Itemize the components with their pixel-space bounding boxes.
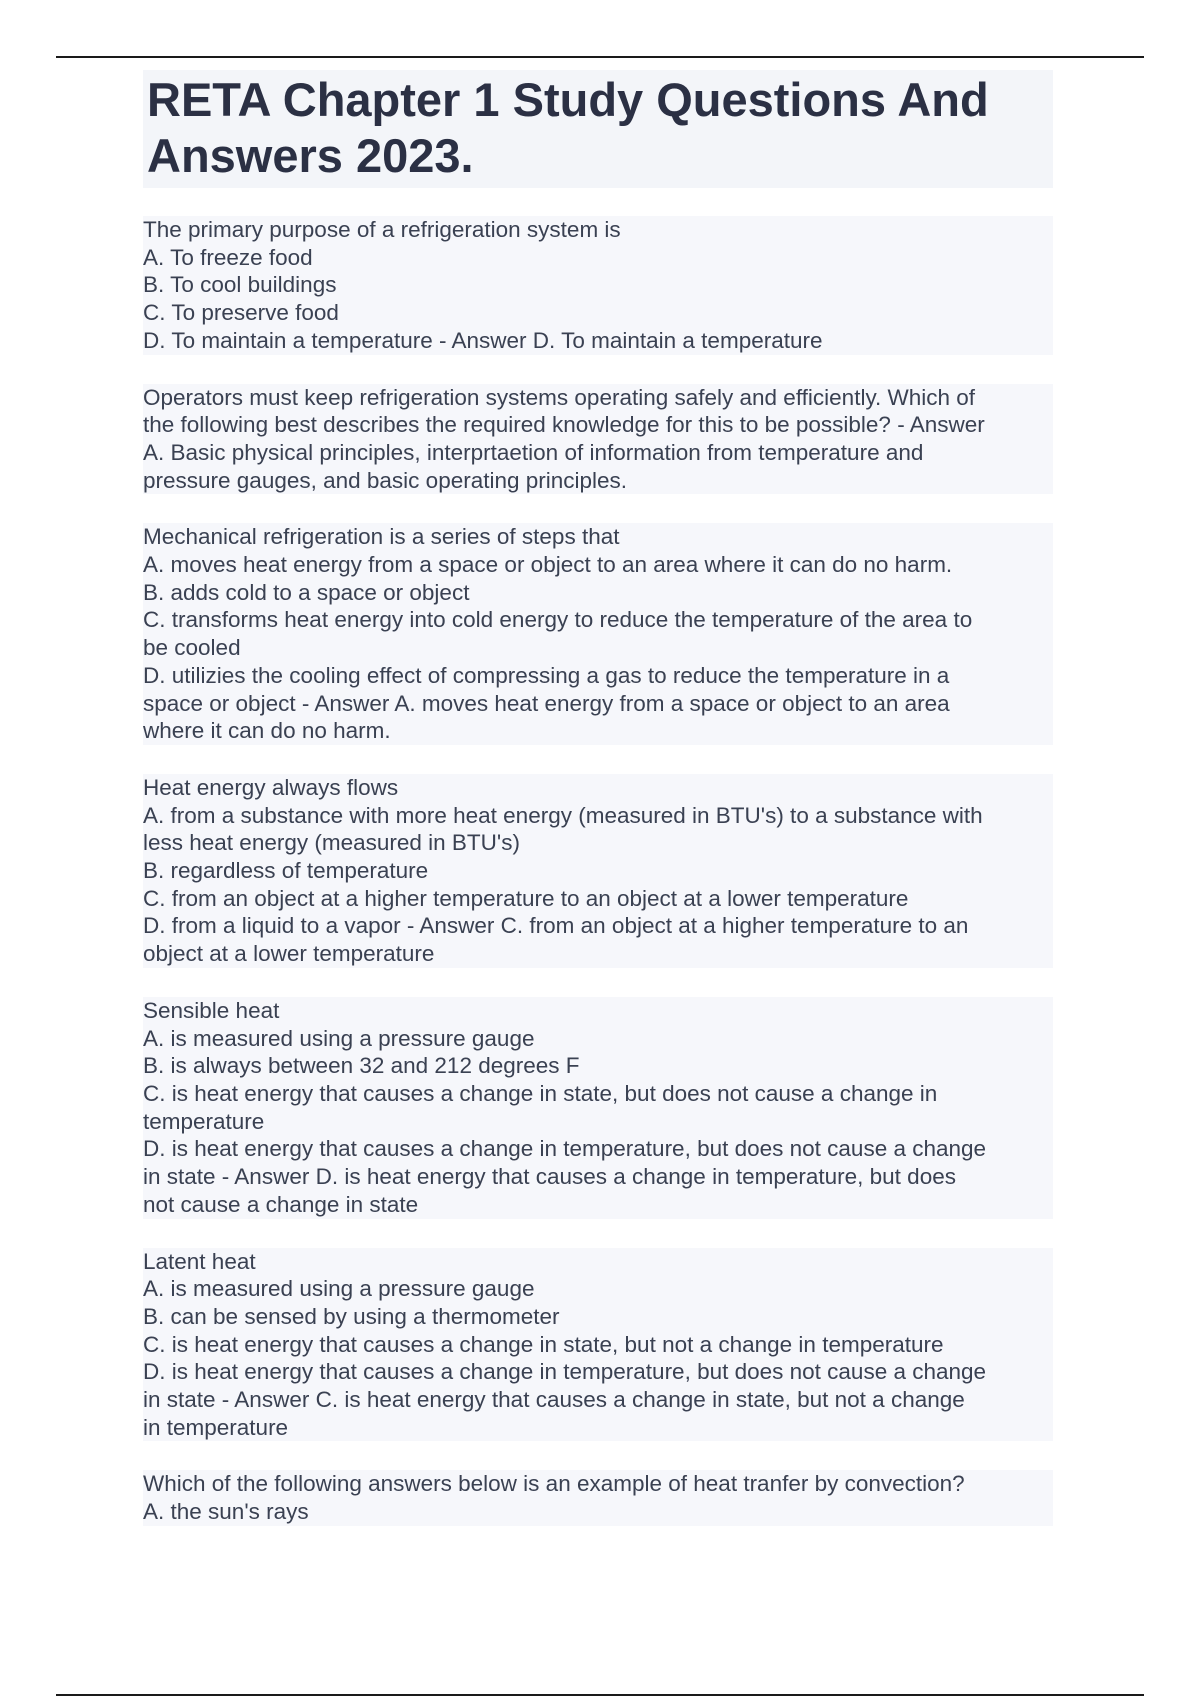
answer-option: where it can do no harm.	[143, 717, 1053, 745]
answer-option: B. To cool buildings	[143, 271, 1053, 299]
answer-option: C. is heat energy that causes a change in state, but does not cause a change in	[143, 1080, 1053, 1108]
answer-option: A. To freeze food	[143, 244, 1053, 272]
question-text: Sensible heat	[143, 997, 1053, 1025]
answer-text: pressure gauges, and basic operating principles.	[143, 467, 1053, 495]
answer-option: temperature	[143, 1108, 1053, 1136]
document-title: RETA Chapter 1 Study Questions And Answers 2023.	[143, 70, 1053, 188]
qa-block-2	[143, 384, 1053, 495]
answer-option: D. from a liquid to a vapor - Answer C. from an object at a higher temperature to an	[143, 912, 1053, 940]
answer-option: A. moves heat energy from a space or object to an area where it can do no harm.	[143, 551, 1053, 579]
top-rule	[56, 56, 1144, 58]
question-text: the following best describes the required knowledge for this to be possible? - Answer	[143, 411, 1053, 439]
question-text: Mechanical refrigeration is a series of steps that	[143, 523, 1053, 551]
qa-block-5	[143, 997, 1053, 1219]
answer-option: C. is heat energy that causes a change in state, but not a change in temperature	[143, 1331, 1053, 1359]
answer-option: D. is heat energy that causes a change in temperature, but does not cause a change	[143, 1135, 1053, 1163]
qa-block-6	[143, 1248, 1053, 1442]
bottom-rule	[56, 1694, 1144, 1696]
qa-block-1	[143, 216, 1053, 355]
qa-block-7	[143, 1470, 1053, 1525]
answer-option: D. utilizies the cooling effect of compressing a gas to reduce the temperature in a	[143, 662, 1053, 690]
answer-option: B. can be sensed by using a thermometer	[143, 1303, 1053, 1331]
question-text: Latent heat	[143, 1248, 1053, 1276]
answer-option: D. is heat energy that causes a change in temperature, but does not cause a change	[143, 1358, 1053, 1386]
answer-option: space or object - Answer A. moves heat energy from a space or object to an area	[143, 690, 1053, 718]
answer-option: A. from a substance with more heat energy (measured in BTU's) to a substance with	[143, 802, 1053, 830]
answer-option: in temperature	[143, 1414, 1053, 1442]
answer-option: A. the sun's rays	[143, 1498, 1053, 1526]
qa-block-3	[143, 523, 1053, 745]
document-body	[143, 70, 1053, 1555]
answer-option: not cause a change in state	[143, 1191, 1053, 1219]
answer-option: A. is measured using a pressure gauge	[143, 1275, 1053, 1303]
answer-option: less heat energy (measured in BTU's)	[143, 829, 1053, 857]
question-text: The primary purpose of a refrigeration system is	[143, 216, 1053, 244]
answer-option: B. is always between 32 and 212 degrees F	[143, 1052, 1053, 1080]
answer-option: C. from an object at a higher temperature to an object at a lower temperature	[143, 885, 1053, 913]
question-text: Heat energy always flows	[143, 774, 1053, 802]
answer-option: be cooled	[143, 634, 1053, 662]
qa-block-4	[143, 774, 1053, 968]
answer-option: A. is measured using a pressure gauge	[143, 1025, 1053, 1053]
answer-option: B. adds cold to a space or object	[143, 579, 1053, 607]
answer-text: A. Basic physical principles, interprtaetion of information from temperature and	[143, 439, 1053, 467]
question-text: Operators must keep refrigeration systems operating safely and efficiently. Which of	[143, 384, 1053, 412]
answer-option: B. regardless of temperature	[143, 857, 1053, 885]
answer-option: in state - Answer D. is heat energy that causes a change in temperature, but does	[143, 1163, 1053, 1191]
answer-option: C. transforms heat energy into cold energy to reduce the temperature of the area to	[143, 606, 1053, 634]
answer-option: D. To maintain a temperature - Answer D. To maintain a temperature	[143, 327, 1053, 355]
answer-option: C. To preserve food	[143, 299, 1053, 327]
answer-option: object at a lower temperature	[143, 940, 1053, 968]
question-text: Which of the following answers below is an example of heat tranfer by convection?	[143, 1470, 1053, 1498]
answer-option: in state - Answer C. is heat energy that causes a change in state, but not a change	[143, 1386, 1053, 1414]
